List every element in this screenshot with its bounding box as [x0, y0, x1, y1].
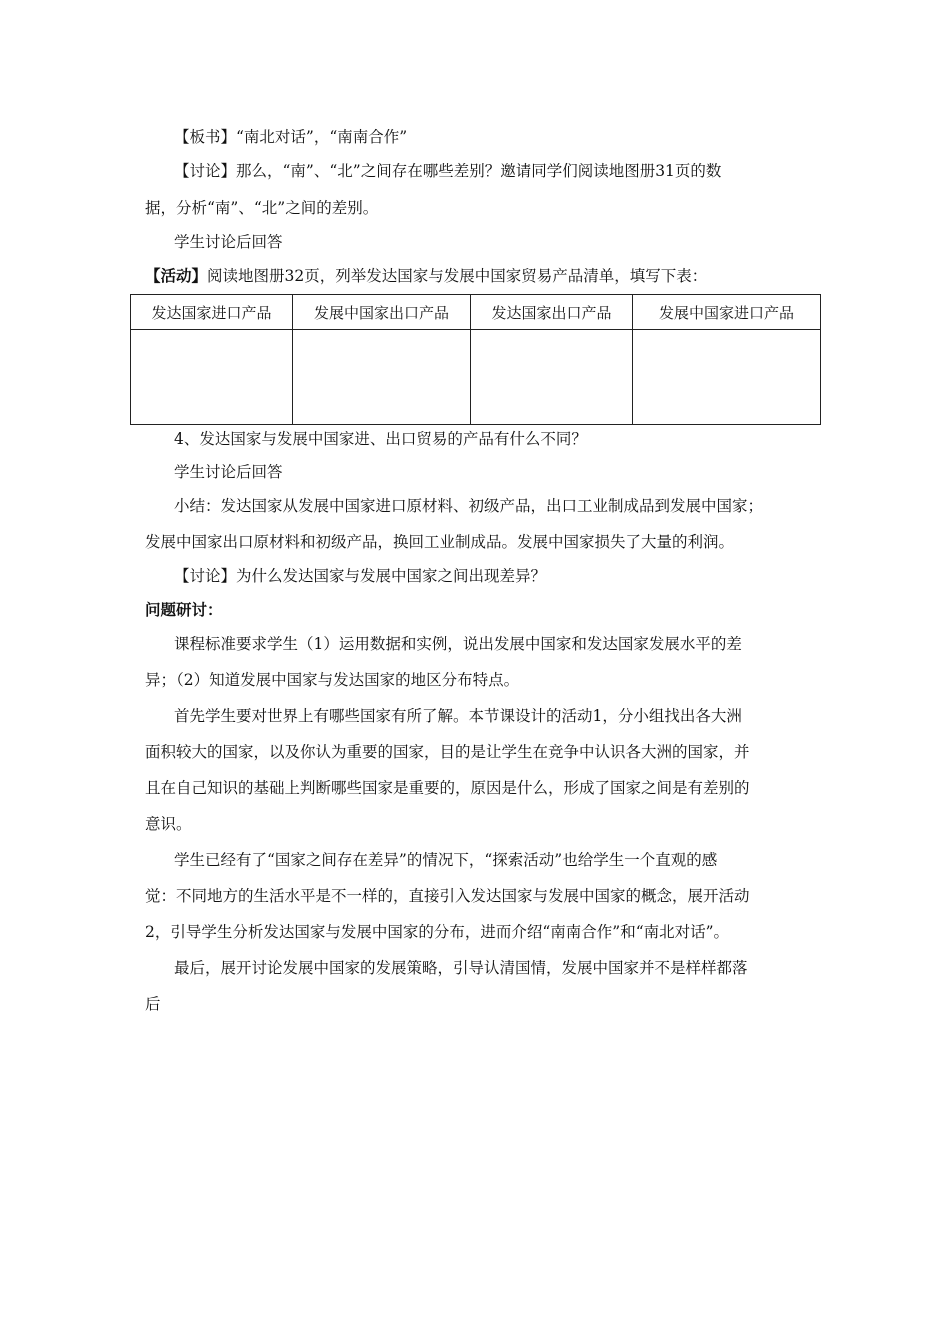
- section-heading: 问题研讨：: [145, 600, 223, 619]
- paragraph-line: 且在自己知识的基础上判断哪些国家是重要的，原因是什么，形成了国家之间是有差别的: [145, 779, 750, 797]
- discussion-why-line: 【讨论】为什么发达国家与发展中国家之间出现差异？: [174, 567, 547, 585]
- paragraph-line: 课程标准要求学生（1）运用数据和实例，说出发展中国家和发达国家发展水平的差: [174, 635, 742, 653]
- paragraph-line: 异；（2）知道发展中国家与发达国家的地区分布特点。: [145, 671, 520, 689]
- table-empty-cell[interactable]: [633, 330, 821, 425]
- paragraph-line: 面积较大的国家，以及你认为重要的国家，目的是让学生在竞争中认识各大洲的国家，并: [145, 743, 750, 761]
- paragraph-line: 后: [145, 995, 161, 1013]
- summary-line-2: 发展中国家出口原材料和初级产品，换回工业制成品。发展中国家损失了大量的利润。: [145, 533, 735, 551]
- table-header-row: [131, 295, 821, 330]
- table-header-cell: 发达国家进口产品: [131, 295, 293, 330]
- table-empty-cell[interactable]: [293, 330, 471, 425]
- paragraph-line: 2，引导学生分析发达国家与发展中国家的分布，进而介绍“南南合作”和“南北对话”。: [145, 923, 730, 941]
- student-answer-line: 学生讨论后回答: [174, 463, 283, 481]
- table-header-cell: 发展中国家进口产品: [633, 295, 821, 330]
- trade-products-table: [130, 294, 821, 425]
- question-line: 4、发达国家与发展中国家进、出口贸易的产品有什么不同？: [174, 430, 587, 448]
- table-empty-cell[interactable]: [131, 330, 293, 425]
- table-row: [131, 330, 821, 425]
- summary-line-1: 小结：发达国家从发展中国家进口原材料、初级产品，出口工业制成品到发展中国家；: [174, 497, 764, 515]
- discussion-line-2: 据，分析“南”、“北”之间的差别。: [145, 199, 379, 217]
- activity-label: 【活动】: [145, 266, 208, 285]
- paragraph-line: 首先学生要对世界上有哪些国家有所了解。本节课设计的活动1，分小组找出各大洲: [174, 707, 742, 725]
- table-header-cell: 发展中国家出口产品: [293, 295, 471, 330]
- paragraph-line: 学生已经有了“国家之间存在差异”的情况下，“探索活动”也给学生一个直观的感: [174, 851, 718, 869]
- paragraph-line: 觉：不同地方的生活水平是不一样的，直接引入发达国家与发展中国家的概念，展开活动: [145, 887, 750, 905]
- table-header-cell: 发达国家出口产品: [471, 295, 633, 330]
- student-answer-line: 学生讨论后回答: [174, 233, 283, 251]
- paragraph-line: 最后，展开讨论发展中国家的发展策略，引导认清国情，发展中国家并不是样样都落: [174, 959, 748, 977]
- activity-line: [145, 265, 707, 287]
- activity-text: 阅读地图册32页，列举发达国家与发展中国家贸易产品清单，填写下表：: [207, 267, 708, 285]
- table-empty-cell[interactable]: [471, 330, 633, 425]
- blackboard-line: 【板书】“南北对话”，“南南合作”: [174, 128, 408, 146]
- paragraph-line: 意识。: [145, 815, 192, 833]
- discussion-line-1: 【讨论】那么，“南”、“北”之间存在哪些差别？邀请同学们阅读地图册31页的数: [174, 162, 722, 180]
